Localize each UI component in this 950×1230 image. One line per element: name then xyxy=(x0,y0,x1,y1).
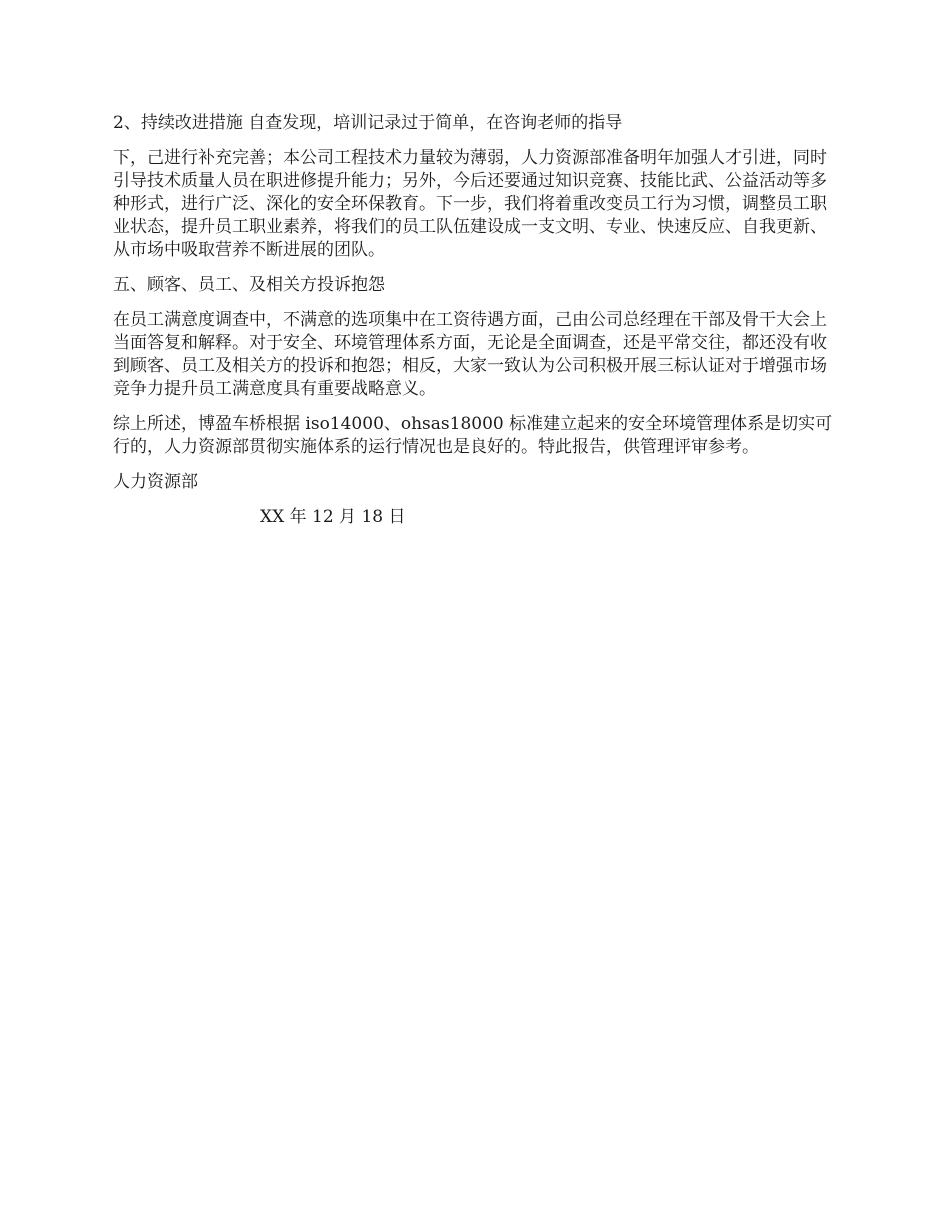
complaints-paragraph: 在员工满意度调查中，不满意的选项集中在工资待遇方面，己由公司总经理在干部及骨干大会上当面答复和解释。对于安全、环境管理体系方面，无论是全面调查，还是平常交往，都还没有收到顾客、员工及相关方的投诉和抱怨；相反，大家一致认为公司积极开展三标认证对于增强市场竞争力提升员工满意度具有重要战略意义。 xyxy=(113,310,827,399)
signature-department: 人力资源部 xyxy=(113,472,198,492)
summary-paragraph: 综上所述，博盈车桥根据 iso14000、ohsas18000 标准建立起来的安全环境管理体系是切实可行的，人力资源部贯彻实施体系的运行情况也是良好的。特此报告，供管理评审参考。 xyxy=(113,414,833,457)
report-date: XX 年 12 月 18 日 xyxy=(260,507,406,527)
complaints-section-heading: 五、顾客、员工、及相关方投诉抱怨 xyxy=(113,275,385,295)
improvement-measures-paragraph: 下，己进行补充完善；本公司工程技术力量较为薄弱，人力资源部准备明年加强人才引进，同时引导技术质量人员在职进修提升能力；另外，今后还要通过知识竞赛、技能比武、公益活动等多种形式，进行广泛、深化的安全环保教育。下一步，我们将着重改变员工行为习惯，调整员工职业状态，提升员工职业素养，将我们的员工队伍建设成一支文明、专业、快速反应、自我更新、从市场中吸取营养不断进展的团队。 xyxy=(113,148,827,260)
document-body xyxy=(113,112,843,529)
improvement-measures-heading: 2、持续改进措施 自查发现，培训记录过于简单，在咨询老师的指导 xyxy=(113,113,623,133)
